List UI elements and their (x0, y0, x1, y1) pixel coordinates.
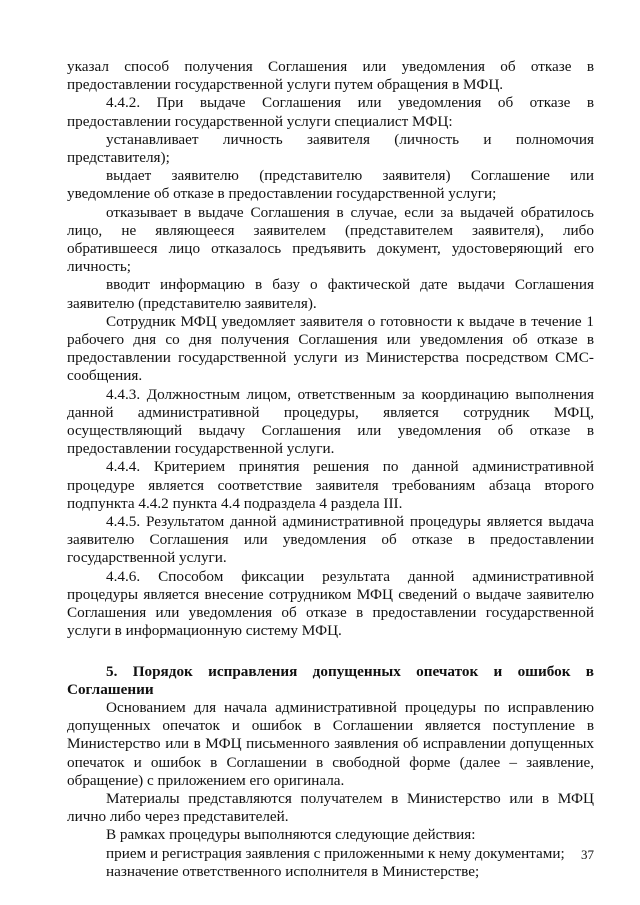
document-page (67, 58, 594, 881)
paragraph: выдает заявителю (представителю заявителя) Соглашение или уведомление об отказе в предоставлении государственной услуги; (67, 167, 594, 203)
paragraph: вводит информацию в базу о фактической дате выдачи Соглашения заявителю (представителю заявителя). (67, 276, 594, 312)
paragraph: 4.4.3. Должностным лицом, ответственным за координацию выполнения данной административной процедуры, является сотрудник МФЦ, осуществляющий выдачу Соглашения или уведомления об отказе в предоставлении государственной услуги. (67, 385, 594, 458)
section-4-4-text (67, 58, 594, 641)
paragraph: устанавливает личность заявителя (личность и полномочия представителя); (67, 130, 594, 167)
paragraph: прием и регистрация заявления с приложенными к нему документами; (106, 844, 565, 862)
paragraph: назначение ответственного исполнителя в Министерстве; (106, 862, 480, 880)
paragraph: 4.4.6. Способом фиксации результата данной административной процедуры является внесение сотрудником МФЦ сведений о выдаче заявителю Соглашения или уведомления об отказе в предоставлении государственной услуги в информационную систему МФЦ. (67, 567, 594, 640)
paragraph: 4.4.2. При выдаче Соглашения или уведомления об отказе в предоставлении государственной услуги специалист МФЦ: (67, 94, 594, 130)
paragraph: 4.4.5. Результатом данной административной процедуры является выдача заявителю Соглашения или уведомления об отказе в предоставлении государственной услуги. (67, 513, 594, 567)
section-5-heading: 5. Порядок исправления допущенных опечаток и ошибок в Соглашении (67, 662, 594, 698)
paragraph: отказывает в выдаче Соглашения в случае, если за выдачей обратилось лицо, не являющееся заявителем (представителем заявителя), либо обратившееся лицо отказалось предъявить документ, удостоверяющий его личность; (67, 203, 594, 276)
paragraph: Материалы представляются получателем в Министерство или в МФЦ лично либо через представителей. (67, 789, 594, 826)
paragraph: Сотрудник МФЦ уведомляет заявителя о готовности к выдаче в течение 1 рабочего дня со дня получения Соглашения или уведомления об отказе в предоставлении государственной услуги из Министерства посредством СМС-сообщения. (67, 312, 594, 385)
paragraph: 4.4.4. Критерием принятия решения по данной административной процедуре является соответствие заявителя требованиям абзаца второго подпункта 4.4.2 пункта 4.4 подраздела 4 раздела III. (67, 458, 594, 512)
section-5-text (67, 699, 594, 881)
page-number: 37 (581, 847, 594, 862)
paragraph: Основанием для начала административной процедуры по исправлению допущенных опечаток и ошибок в Соглашении является поступление в Министерство или в МФЦ письменного заявления об исправлении допущенных опечаток и ошибок в Соглашении в свободной форме (далее – заявление, обращение) с приложением его оригинала. (67, 698, 594, 789)
paragraph: указал способ получения Соглашения или уведомления об отказе в предоставлении государственной услуги путем обращения в МФЦ. (67, 58, 594, 94)
paragraph: В рамках процедуры выполняются следующие действия: (106, 826, 476, 844)
